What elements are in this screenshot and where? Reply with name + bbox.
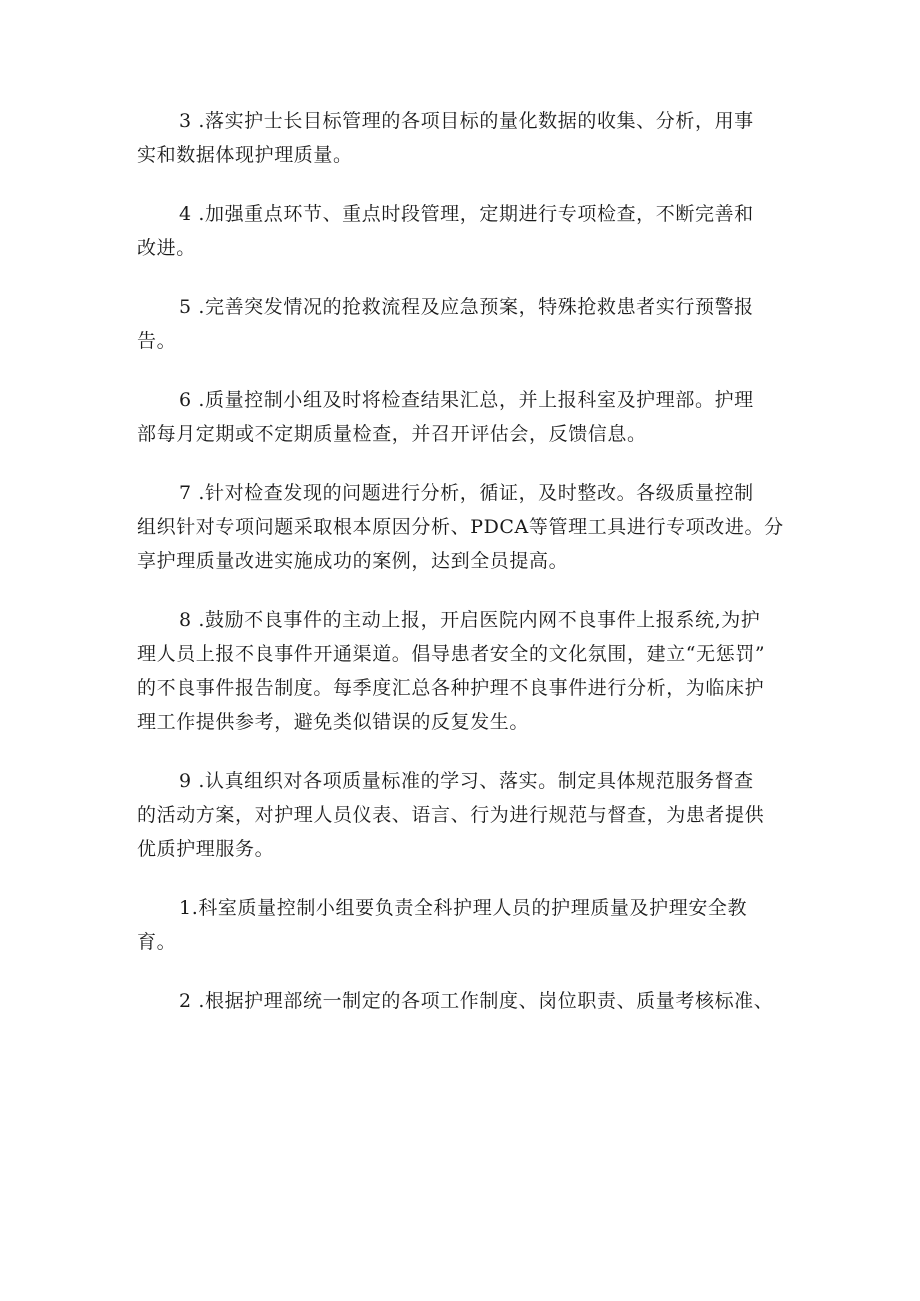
paragraph-line: 享护理质量改进实施成功的案例，达到全员提高。 xyxy=(137,550,569,572)
paragraph-5 xyxy=(137,476,787,578)
paragraph-9 xyxy=(137,984,787,1018)
document-body xyxy=(137,104,787,1043)
paragraph-line: 5 .完善突发情况的抢救流程及应急预案，特殊抢救患者实行预警报 xyxy=(179,296,754,318)
paragraph-line: 2 .根据护理部统一制定的各项工作制度、岗位职责、质量考核标准、 xyxy=(179,990,774,1012)
paragraph-line: 组织针对专项问题采取根本原因分析、PDCA等管理工具进行专项改进。分 xyxy=(137,516,784,538)
paragraph-line: 优质护理服务。 xyxy=(137,838,275,860)
paragraph-6 xyxy=(137,603,787,739)
paragraph-line: 的不良事件报告制度。每季度汇总各种护理不良事件进行分析，为临床护 xyxy=(137,677,765,699)
paragraph-line: 育。 xyxy=(137,931,177,953)
paragraph-line: 实和数据体现护理质量。 xyxy=(137,144,353,166)
paragraph-line: 部每月定期或不定期质量检查，并召开评估会，反馈信息。 xyxy=(137,423,647,445)
paragraph-line: 3 .落实护士长目标管理的各项目标的量化数据的收集、分析，用事 xyxy=(179,110,754,132)
paragraph-line: 6 .质量控制小组及时将检查结果汇总，并上报科室及护理部。护理 xyxy=(179,389,754,411)
paragraph-line: 8 .鼓励不良事件的主动上报，开启医院内网不良事件上报系统,为护 xyxy=(179,609,761,631)
paragraph-3 xyxy=(137,290,787,358)
paragraph-line: 9 .认真组织对各项质量标准的学习、落实。制定具体规范服务督查 xyxy=(179,770,754,792)
paragraph-8 xyxy=(137,891,787,959)
paragraph-line: 7 .针对检查发现的问题进行分析，循证，及时整改。各级质量控制 xyxy=(179,482,754,504)
paragraph-line: 理工作提供参考，避免类似错误的反复发生。 xyxy=(137,711,530,733)
paragraph-line: 的活动方案，对护理人员仪表、语言、行为进行规范与督查，为患者提供 xyxy=(137,804,765,826)
paragraph-line: 改进。 xyxy=(137,237,196,259)
paragraph-1 xyxy=(137,104,787,172)
paragraph-2 xyxy=(137,197,787,265)
paragraph-line: 理人员上报不良事件开通渠道。倡导患者安全的文化氛围，建立“无惩罚” xyxy=(137,643,766,665)
paragraph-4 xyxy=(137,383,787,451)
paragraph-line: 1.科室质量控制小组要负责全科护理人员的护理质量及护理安全教 xyxy=(179,897,748,919)
paragraph-line: 4 .加强重点环节、重点时段管理，定期进行专项检查，不断完善和 xyxy=(179,203,754,225)
paragraph-7 xyxy=(137,764,787,866)
paragraph-line: 告。 xyxy=(137,330,177,352)
